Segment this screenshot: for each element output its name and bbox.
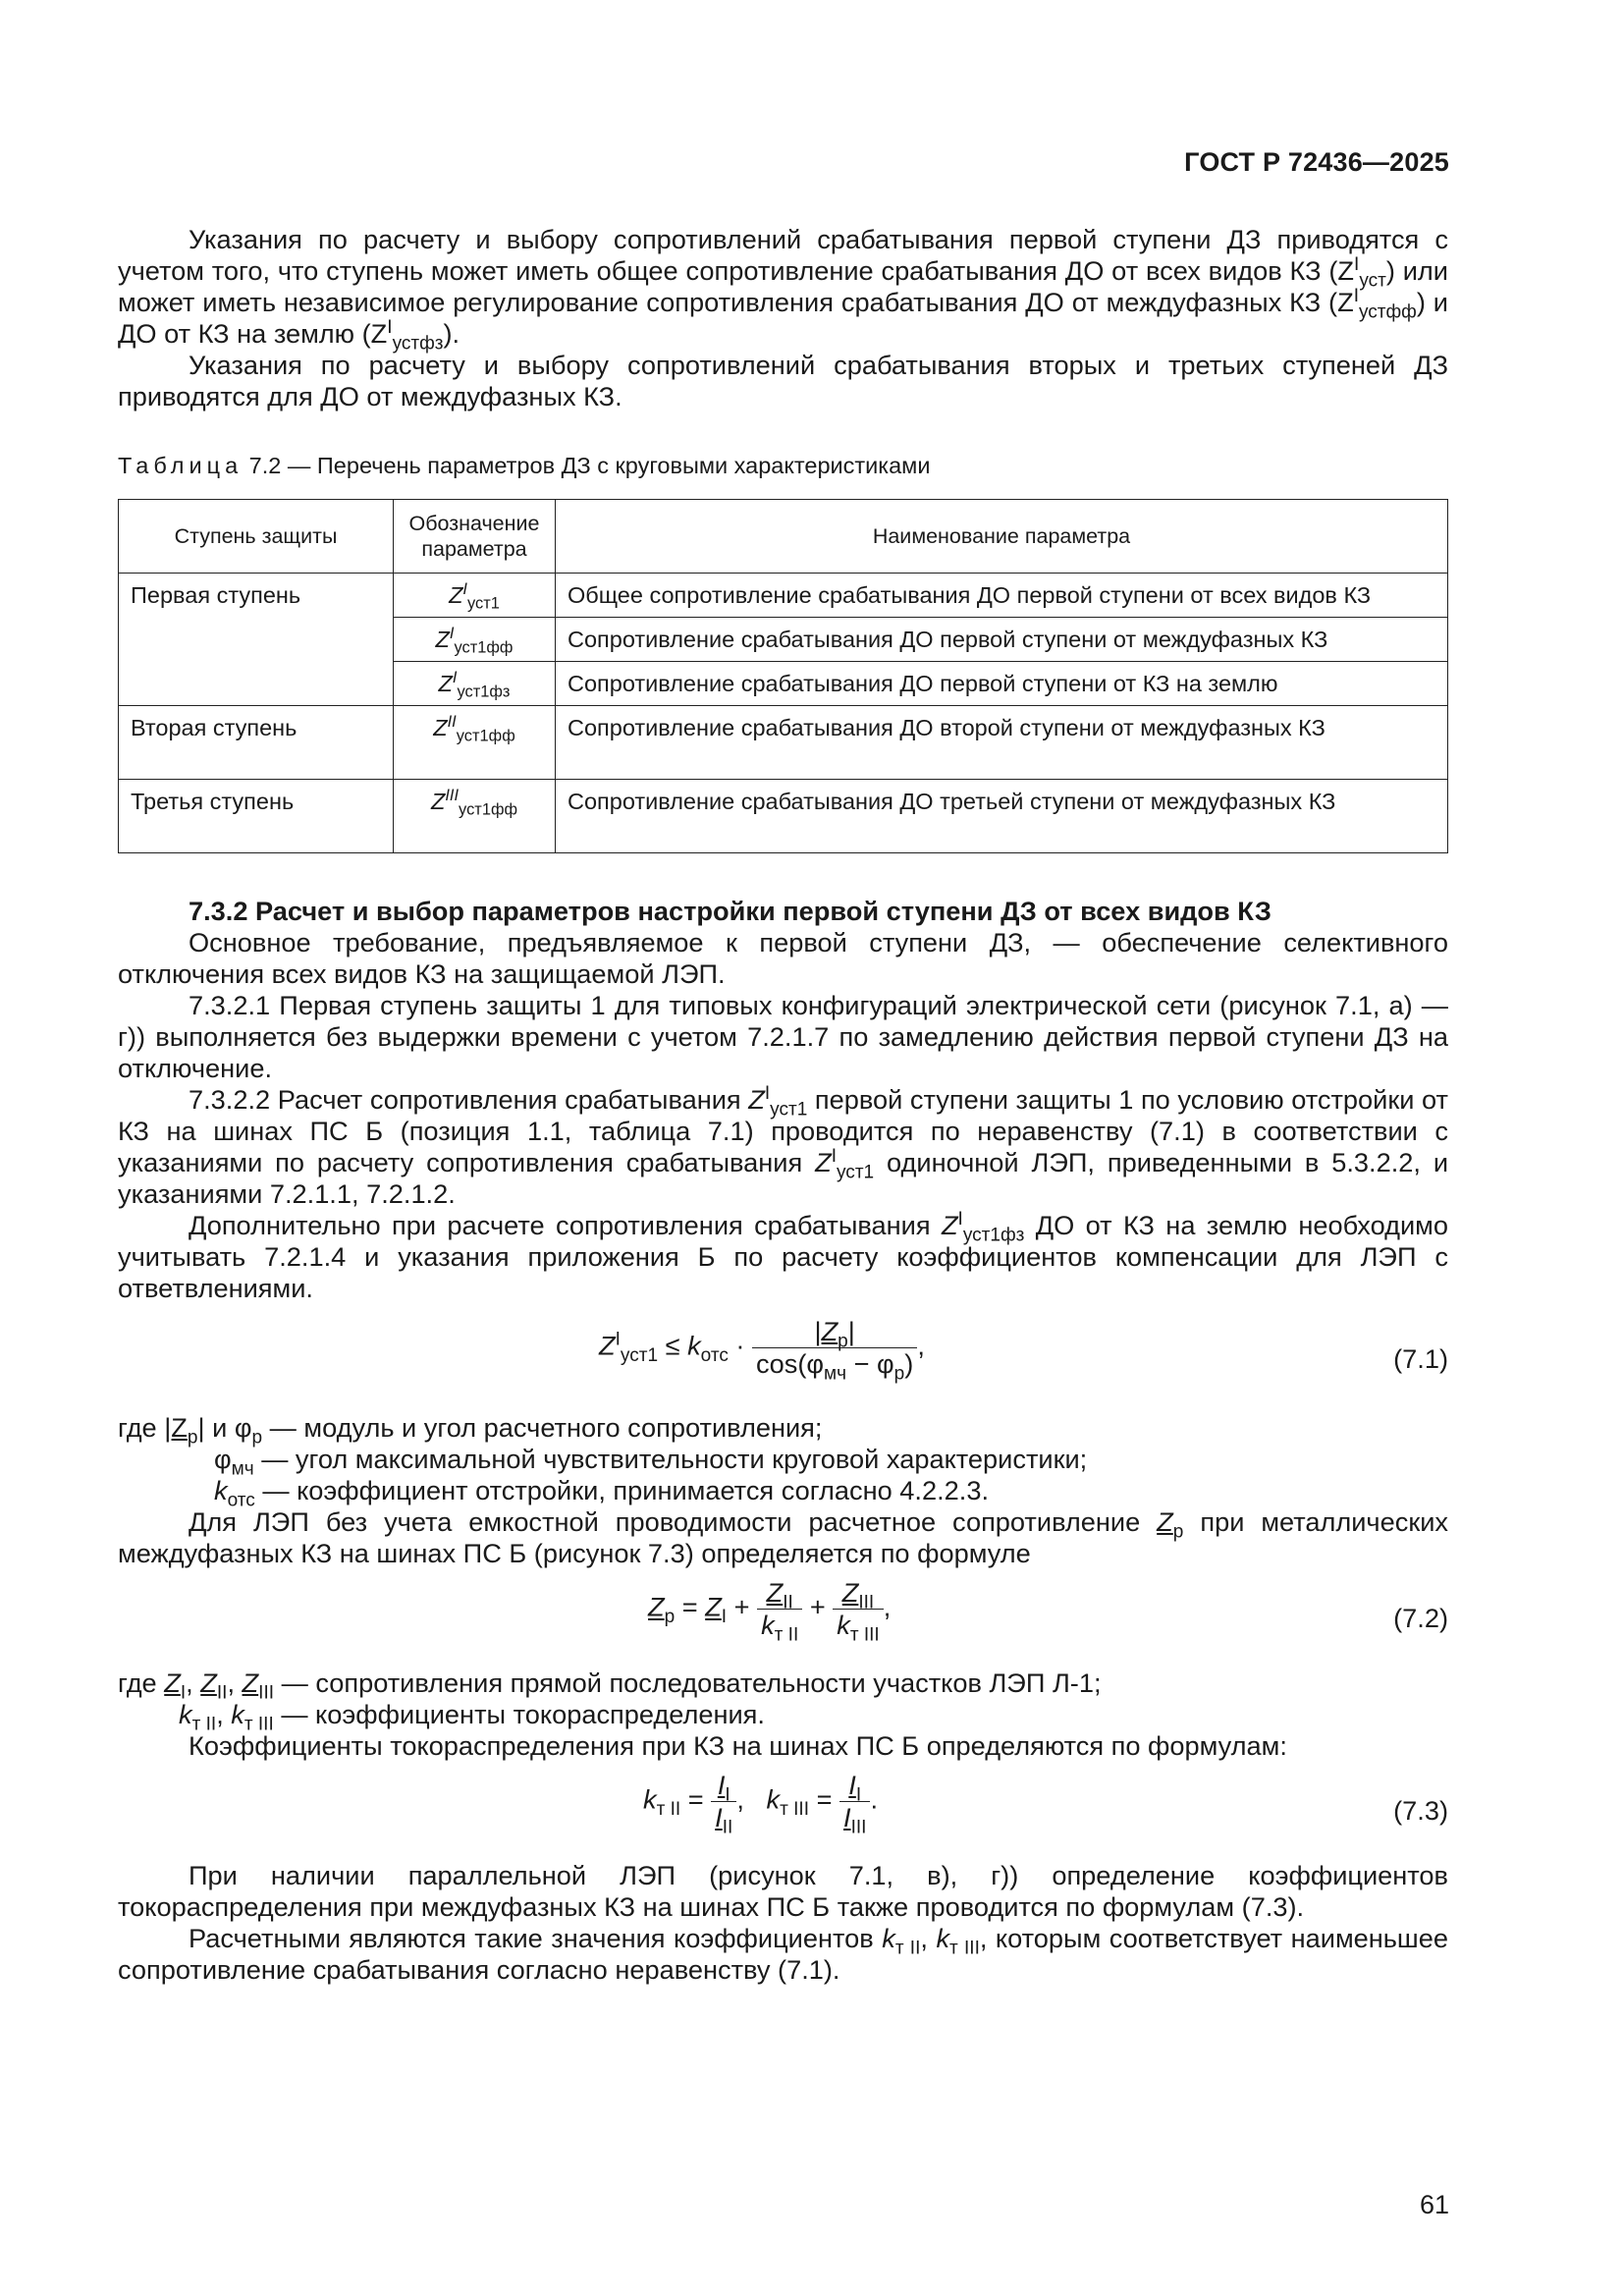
document-header: ГОСТ Р 72436—2025 (1184, 147, 1449, 177)
table-cell-symbol: $Z^{III}_{уст1фф}$ (394, 780, 556, 853)
equation-fraction: $\frac{|Z_р|}{\cos(\varphi_{мч} - \varphi_р)}$ (752, 1316, 917, 1380)
section-paragraph: 7.3.2.2 Расчет сопротивления срабатывания $Z^I_{уст1}$ первой ступени защиты 1 по условию отстройки от КЗ на шинах ПС Б (позиция 1.1, таблица 7.1) проводится по неравенству (7.1) в соответствии с указаниями по расчету сопротивления срабатывания $Z^I_{уст1}$ одиночной ЛЭП, приведенными в 5.3.2.2, и указаниями 7.2.1.1, 7.2.1.2. (118, 1082, 1449, 1209)
intro-paragraph-2: Указания по расчету и выбору сопротивлений срабатывания вторых и третьих ступеней ДЗ приводятся для ДО от междуфазных КЗ. (118, 350, 1448, 411)
section-paragraph: Коэффициенты токораспределения при КЗ на шинах ПС Б определяются по формулам: (189, 1730, 1287, 1761)
table-cell-stage: Первая ступень (119, 574, 394, 706)
equation-fraction: $\frac{I_I}{I_{II}}$ (711, 1770, 736, 1833)
table-cell-symbol: $Z^{II}_{уст1фф}$ (394, 706, 556, 780)
section-paragraph: Основное требование, предъявляемое к первой ступени ДЗ, — обеспечение селективного отключения всех видов КЗ на защищаемой ЛЭП. (118, 927, 1448, 989)
table-cell-symbol: $Z^I_{уст1}$ (394, 574, 556, 618)
section-paragraph: 7.3.2.1 Первая ступень защиты 1 для типовых конфигураций электрической сети (рисунок 7.1, а) — г)) выполняется без выдержки времени с учетом 7.2.1.7 по замедлению действия первой ступени ДЗ на отключение. (118, 990, 1448, 1083)
equation-fraction: $\frac{Z_{II}}{k_{т II}}$ (757, 1577, 802, 1641)
section-heading: 7.3.2 Расчет и выбор параметров настройки первой ступени ДЗ от всех видов КЗ (189, 896, 1271, 926)
table-block (118, 450, 1448, 853)
equation-number: (7.3) (1393, 1795, 1448, 1826)
where-item: где $Z_I$, $Z_{II}$, $Z_{III}$ — сопротивления прямой последовательности участков ЛЭП Л-1; (118, 1667, 1102, 1704)
table-header-row (119, 500, 1448, 574)
where-block-1 (118, 1412, 1448, 1511)
table-cell-name: Сопротивление срабатывания ДО первой ступени от КЗ на землю (556, 662, 1448, 706)
table-caption: Таблица 7.2 — Перечень параметров ДЗ с круговыми характеристиками (118, 453, 931, 478)
intro-paragraph-1: Указания по расчету и выбору сопротивлений срабатывания первой ступени ДЗ приводятся с учетом того, что ступень может иметь общее сопротивление срабатывания ДО от всех видов КЗ $(Z^I_{уст})$ или может иметь независимое регулирование сопротивления срабатывания ДО от междуфазных КЗ $(Z^I_{устфф})$ и ДО от КЗ на землю $(Z^I_{устфз})$. (118, 224, 1448, 355)
intro-block (118, 224, 1448, 412)
equation-fraction: $\frac{I_I}{I_{III}}$ (839, 1770, 870, 1833)
table-cell-name: Сопротивление срабатывания ДО второй ступени от междуфазных КЗ (556, 706, 1448, 780)
section-paragraph: При наличии параллельной ЛЭП (рисунок 7.1, в), г)) определение коэффициентов токораспределения при междуфазных КЗ на шинах ПС Б также проводится по формулам (7.3). (118, 1860, 1448, 1922)
table-header-cell: Обозначение параметра (394, 500, 556, 574)
equation-7-2 (118, 1569, 1448, 1667)
where-item: $\varphi_{мч}$ — угол максимальной чувствительности круговой характеристики; (214, 1444, 1088, 1480)
page-number: 61 (1419, 2190, 1449, 2219)
equation-body: $Z^I_{уст1} \le k_{отс}$ · $\frac{|Z_р|}{\cos(\varphi_{мч} - \varphi_р)}$ , (599, 1316, 925, 1385)
table-cell-name: Сопротивление срабатывания ДО первой ступени от междуфазных КЗ (556, 618, 1448, 662)
section-paragraph: Расчетными являются такие значения коэффициентов $k_{т II}$, $k_{т III}$, которым соответствует наименьшее сопротивление срабатывания согласно неравенству (7.1). (118, 1923, 1448, 1985)
table-row (119, 574, 1448, 618)
equation-7-1 (118, 1310, 1448, 1412)
parameters-table (118, 499, 1448, 853)
section-paragraph: Дополнительно при расчете сопротивления срабатывания $Z^I_{уст1фз}$ ДО от КЗ на землю необходимо учитывать 7.2.1.4 и указания приложения Б по расчету коэффициентов компенсации для ЛЭП с ответвлениями. (118, 1208, 1448, 1303)
equation-number: (7.2) (1393, 1603, 1448, 1633)
table-cell-name: Сопротивление срабатывания ДО третьей ступени от междуфазных КЗ (556, 780, 1448, 853)
table-cell-symbol: $Z^I_{уст1фз}$ (394, 662, 556, 706)
where-item: где $|Z_р|$ и $\varphi_р$ — модуль и угол расчетного сопротивления; (118, 1412, 823, 1449)
equation-body: $Z_р = Z_I$ + $\frac{Z_{II}}{k_{т II}}$ + $\frac{Z_{III}}{k_{т III}}$ , (648, 1577, 892, 1646)
table-row (119, 780, 1448, 853)
equation-number: (7.1) (1393, 1343, 1448, 1374)
equation-7-3 (118, 1762, 1448, 1860)
where-item: $k_{т II}$, $k_{т III}$ — коэффициенты токораспределения. (179, 1699, 765, 1735)
equation-body: $k_{т II}$ = $\frac{I_I}{I_{II}}$ , $k_{т III}$ = $\frac{I_I}{I_{III}}$ . (643, 1770, 878, 1838)
table-row (119, 706, 1448, 780)
table-cell-symbol: $Z^I_{уст1фф}$ (394, 618, 556, 662)
where-block-2 (118, 1667, 1448, 1735)
table-cell-stage: Вторая ступень (119, 706, 394, 780)
section-block (118, 896, 1448, 1986)
equation-fraction: $\frac{Z_{III}}{k_{т III}}$ (833, 1577, 883, 1641)
table-header-cell: Наименование параметра (556, 500, 1448, 574)
where-item: $k_{отс}$ — коэффициент отстройки, принимается согласно 4.2.2.3. (214, 1475, 989, 1511)
table-cell-stage: Третья ступень (119, 780, 394, 853)
table-cell-name: Общее сопротивление срабатывания ДО первой ступени от всех видов КЗ (556, 574, 1448, 618)
section-paragraph: Для ЛЭП без учета емкостной проводимости расчетное сопротивление $Z_р$ при металлических междуфазных КЗ на шинах ПС Б (рисунок 7.3) определяется по формуле (118, 1506, 1448, 1568)
table-header-cell: Ступень защиты (119, 500, 394, 574)
